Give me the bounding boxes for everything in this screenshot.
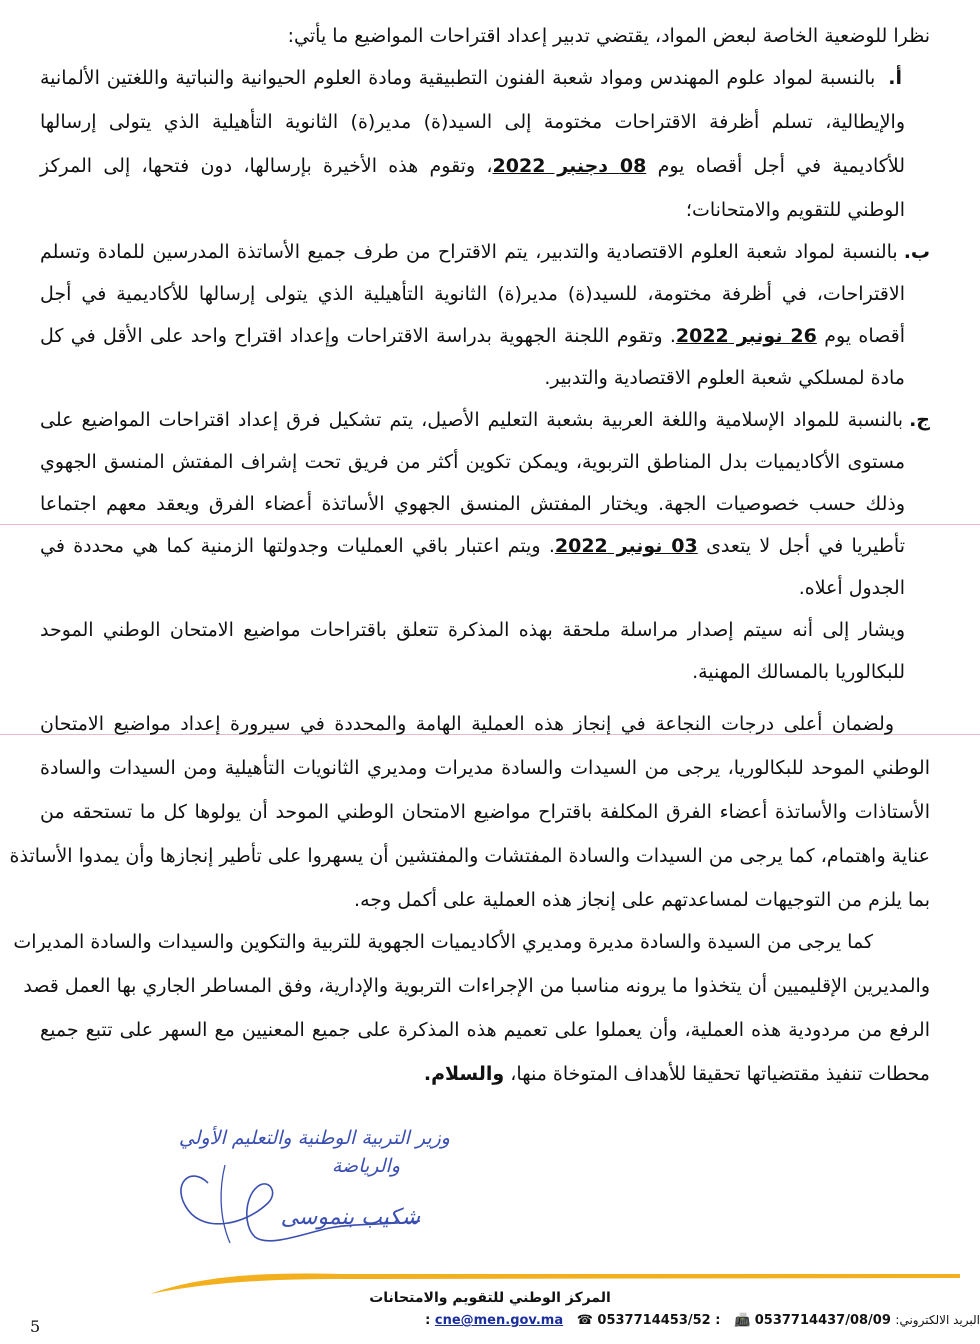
para1-line-5: بما يلزم من التوجيهات لمساعدتهم على إنجاز هذه العملية على أكمل وجه. bbox=[354, 889, 930, 911]
item-a-line-2: والإيطالية، تسلم أظرفة الاقتراحات مختومة إلى السيد(ة) مدير(ة) الثانوية التأهيلية الذي يتولى إرسالها bbox=[40, 111, 905, 133]
item-c-label: ج. bbox=[909, 409, 930, 431]
footer-contact-line bbox=[170, 1313, 980, 1328]
item-c-line-3: وذلك حسب خصوصيات الجهة. ويختار المفتش المنسق الجهوي الأساتذة أعضاء الفرق ويعقد معهم اجتماعا bbox=[40, 493, 905, 515]
phone-number: 0537714453/52 : bbox=[597, 1313, 721, 1328]
item-c-text-4b: . ويتم اعتبار باقي العمليات وجدولتها الزمنية كما هي محددة في bbox=[40, 535, 555, 557]
item-a-text-3a: للأكاديمية في أجل أقصاه يوم bbox=[657, 155, 905, 177]
item-a-line-3 bbox=[40, 144, 905, 188]
item-c-text-4a: تأطيريا في أجل لا يتعدى bbox=[706, 535, 905, 557]
item-a-line-4: الوطني للتقويم والامتحانات؛ bbox=[685, 199, 905, 221]
item-c-line-4 bbox=[40, 524, 905, 568]
item-a-deadline: 08 دجنبر 2022 bbox=[492, 155, 647, 177]
signature-name: شكيب بنموسى bbox=[280, 1205, 420, 1230]
item-b-deadline: 26 نونبر 2022 bbox=[675, 325, 817, 347]
page-number: 5 bbox=[30, 1317, 41, 1336]
note-line-1: ويشار إلى أنه سيتم إصدار مراسلة ملحقة بهذه المذكرة تتعلق باقتراحات مواضيع الامتحان الوطني الموحد bbox=[40, 619, 905, 641]
item-c-line-5: الجدول أعلاه. bbox=[798, 577, 905, 599]
signature-title-line-1: وزير التربية الوطنية والتعليم الأولي bbox=[178, 1127, 450, 1149]
item-b-line-3 bbox=[40, 314, 905, 358]
item-b-line-2: الاقتراحات، في أظرفة مختومة، للسيد(ة) مدير(ة) الثانوية التأهيلية الذي يتولى إرسالها للأكاديمية في أجل bbox=[40, 283, 905, 305]
item-c-line-1 bbox=[40, 398, 930, 442]
item-b-text-1: بالنسبة لمواد شعبة العلوم الاقتصادية والتدبير، يتم الاقتراح من طرف جميع الأساتذة المدرسين للمادة وتسلم bbox=[40, 241, 898, 263]
email-label: البريد الالكتروني: bbox=[895, 1313, 980, 1327]
item-b-line-1 bbox=[40, 230, 930, 274]
item-b-text-3a: أقصاه يوم bbox=[824, 325, 905, 347]
item-c-line-2: مستوى الأكاديميات بدل المناطق التربوية، ويمكن تكوين أكثر من فريق تحت إشراف المفتش المنسق الجهوي bbox=[40, 451, 905, 473]
item-c-text-1: بالنسبة للمواد الإسلامية واللغة العربية بشعبة التعليم الأصيل، يتم تشكيل فرق إعداد اقتراحات المواضيع على bbox=[40, 409, 904, 431]
signature-title-line-2: والرياضة bbox=[331, 1155, 400, 1177]
para1-line-4: عناية واهتمام، كما يرجى من السيدات والسادة المفتشات والمفتشين أن يسهروا على تأطير إنجازها وأن يمدوا الأساتذة bbox=[9, 845, 930, 867]
item-a-label: أ. bbox=[888, 67, 902, 89]
phone-icon: ☎ bbox=[576, 1313, 593, 1328]
footer-organization: المركز الوطني للتقويم والامتحانات bbox=[369, 1290, 611, 1306]
minister-signature bbox=[150, 1125, 460, 1255]
intro-line: نظرا للوضعية الخاصة لبعض المواد، يقتضي تدبير إعداد اقتراحات المواضيع ما يأتي: bbox=[287, 25, 930, 47]
item-b-line-4: مادة لمسلكي شعبة العلوم الاقتصادية والتدبير. bbox=[544, 367, 905, 389]
item-a-line-1 bbox=[40, 56, 902, 100]
para2-line-2: والمديرين الإقليميين أن يتخذوا ما يرونه مناسبا من الإجراءات التربوية والإدارية، وفق المساطر الجاري بها العمل قصد bbox=[23, 975, 930, 997]
closing-salutation: والسلام. bbox=[423, 1063, 505, 1085]
item-a-text-1: بالنسبة لمواد علوم المهندس ومواد شعبة الفنون التطبيقية ومادة العلوم الحيوانية والنباتية واللغتين الألمانية bbox=[40, 67, 876, 89]
email-link[interactable]: cne@men.gov.ma bbox=[434, 1313, 564, 1328]
fax-number: 0537714437/08/09 : bbox=[425, 1313, 891, 1328]
para2-line-3: الرفع من مردودية هذه العملية، وأن يعملوا على تعميم هذه المذكرة على جميع المعنيين مع السهر على تتبع جميع bbox=[40, 1019, 930, 1041]
para1-line-2: الوطني الموحد للبكالوريا، يرجى من السيدات والسادة مديرات ومديري الثانويات التأهيلية ومن السيدات والسادة bbox=[40, 757, 930, 779]
item-b-text-3b: . وتقوم اللجنة الجهوية بدراسة الاقتراحات وإعداد اقتراح واحد على الأقل في كل bbox=[40, 325, 676, 347]
fax-icon: 📠 bbox=[734, 1313, 751, 1328]
note-line-2: للبكالوريا بالمسالك المهنية. bbox=[692, 661, 905, 683]
item-a-text-3b: ، وتقوم هذه الأخيرة بإرسالها، دون فتحها، إلى المركز bbox=[40, 155, 493, 177]
para1-line-3: الأستاذات والأساتذة أعضاء الفرق المكلفة باقتراح مواضيع الامتحان الوطني الموحد أن يولوها كل ما تستحقه من bbox=[40, 801, 930, 823]
para2-line-4 bbox=[40, 1052, 930, 1096]
item-b-label: ب. bbox=[903, 241, 930, 263]
item-c-deadline: 03 نونبر 2022 bbox=[554, 535, 698, 557]
para2-line-1: كما يرجى من السيدة والسادة مديرة ومديري الأكاديميات الجهوية للتربية والتكوين والسيدات والسادة المديرات bbox=[13, 931, 873, 953]
para1-line-1: ولضمان أعلى درجات النجاعة في إنجاز هذه العملية الهامة والمحددة في سيرورة إعداد مواضيع الامتحان bbox=[40, 713, 894, 735]
para2-text-4: محطات تنفيذ مقتضياتها تحقيقا للأهداف المتوخاة منها، bbox=[510, 1063, 930, 1085]
